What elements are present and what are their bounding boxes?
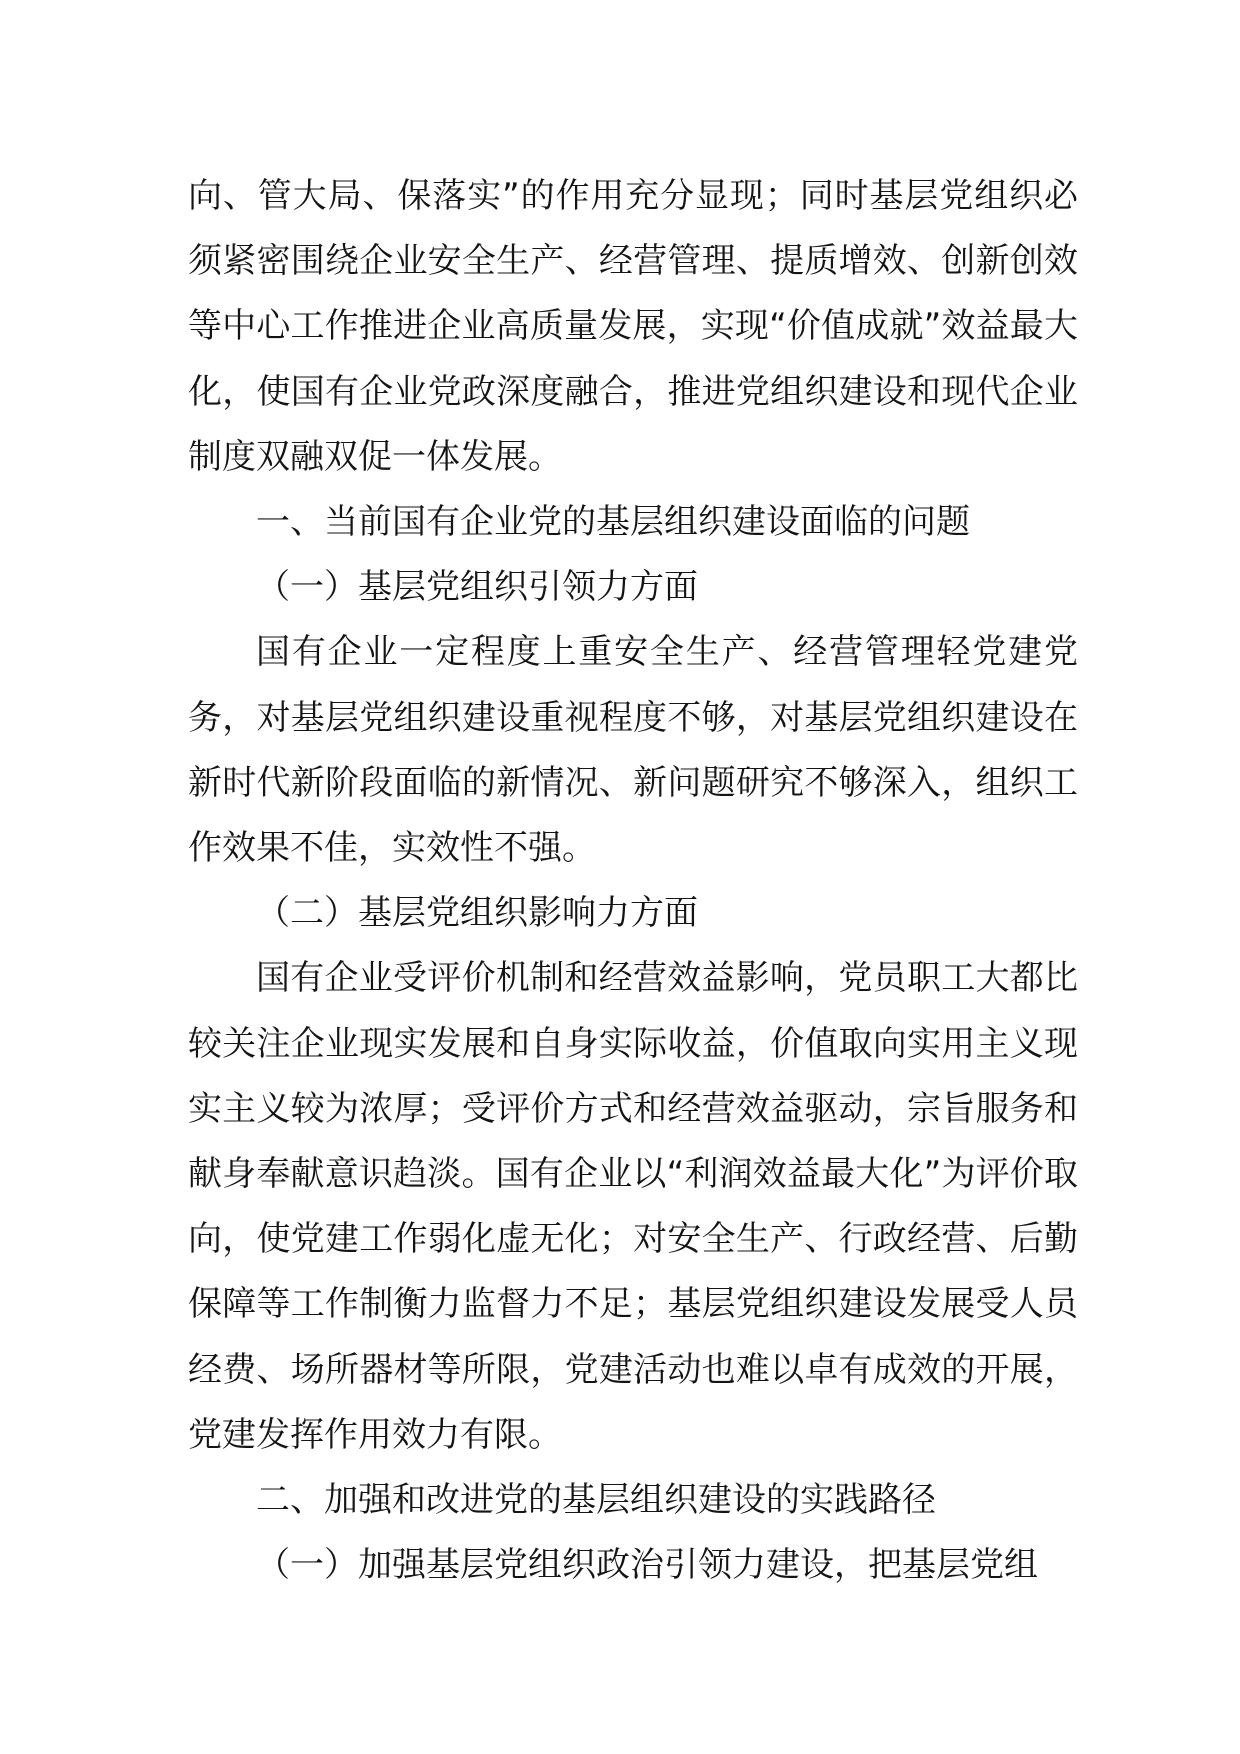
paragraph-continuation: 向、管大局、保落实”的作用充分显现；同时基层党组织必须紧密围绕企业安全生产、经营管理、提质增效、创新创效等中心工作推进企业高质量发展，实现“价值成就”效益最大化，使国有企业党政深度融合，推进党组织建设和现代企业制度双融双促一体发展。 [188,176,1078,477]
document-body [188,164,1078,1598]
subsection-heading-1-2: （二）基层党组织影响力方面 [256,893,698,934]
section-heading-2: 二、加强和改进党的基层组织建设的实践路径 [256,1480,936,1521]
subsection-heading-1-1: （一）基层党组织引领力方面 [256,567,698,608]
section-heading-1: 一、当前国有企业党的基层组织建设面临的问题 [256,502,970,543]
paragraph-leadership: 国有企业一定程度上重安全生产、经营管理轻党建党务，对基层党组织建设重视程度不够，对基层党组织建设在新时代新阶段面临的新情况、新问题研究不够深入，组织工作效果不佳，实效性不强。 [188,632,1078,869]
subsection-heading-2-1: （一）加强基层党组织政治引领力建设，把基层党组 [256,1545,1038,1586]
paragraph-influence: 国有企业受评价机制和经营效益影响，党员职工大都比较关注企业现实发展和自身实际收益，价值取向实用主义现实主义较为浓厚；受评价方式和经营效益驱动，宗旨服务和献身奉献意识趋淡。国有企业以“利润效益最大化”为评价取向，使党建工作弱化虚无化；对安全生产、行政经营、后勤保障等工作制衡力监督力不足；基层党组织建设发展受人员经费、场所器材等所限，党建活动也难以卓有成效的开展，党建发挥作用效力有限。 [188,958,1078,1455]
